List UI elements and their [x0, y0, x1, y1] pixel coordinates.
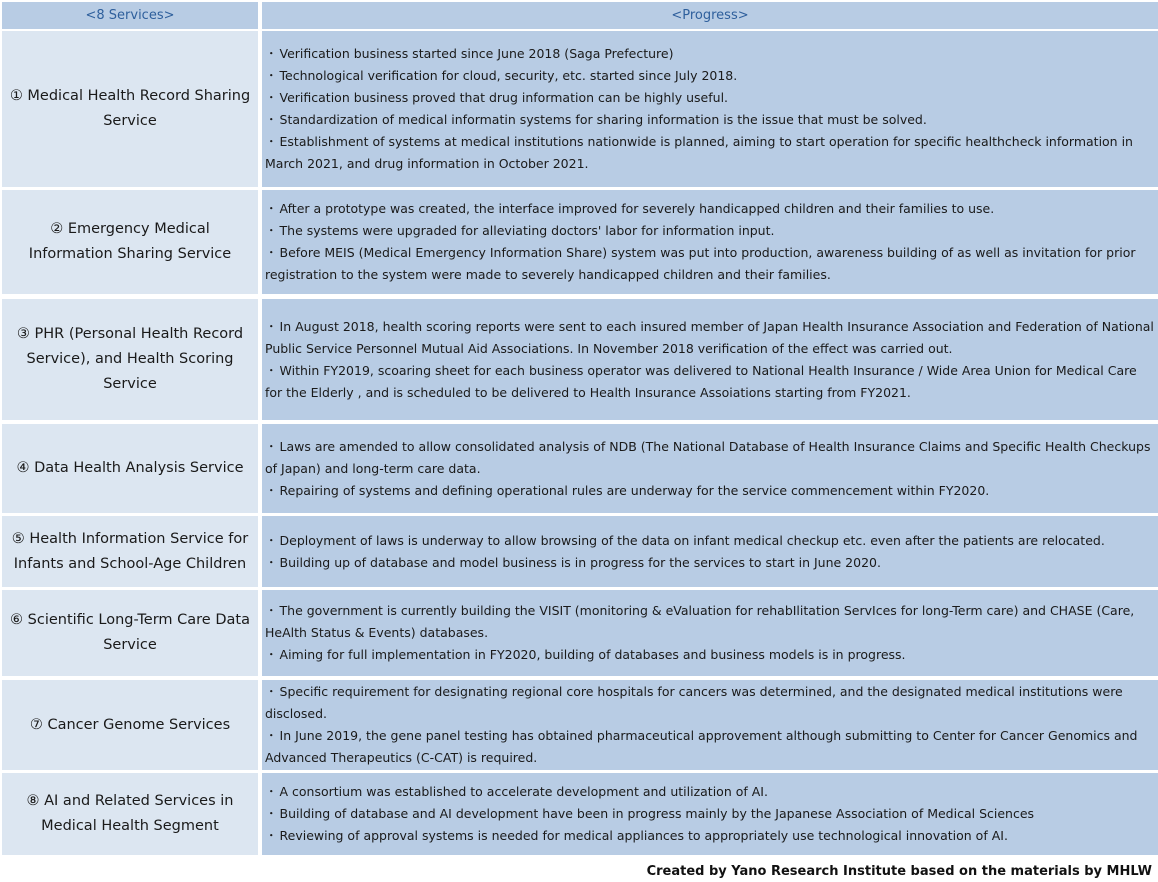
service-name: ③ PHR (Personal Health Record Service), and Health Scoring Service	[2, 299, 258, 420]
bullet-mark: ・	[265, 684, 278, 699]
bullet-mark: ・	[265, 647, 278, 662]
service-name: ④ Data Health Analysis Service	[2, 424, 258, 513]
progress-text: Verification business proved that drug information can be highly useful.	[279, 90, 729, 105]
bullet-mark: ・	[265, 90, 278, 105]
table-row	[0, 516, 1158, 587]
progress-text: The government is currently building the VISIT (monitoring & eValuation for rehabIlitation ServIces for long-Term care) and CHASE (Care, HeAlth Status & Events) databases.	[265, 603, 1135, 640]
progress-cell	[262, 424, 1158, 513]
progress-text: After a prototype was created, the interface improved for severely handicapped children and their families to use.	[279, 201, 995, 216]
progress-text: Verification business started since June 2018 (Saga Prefecture)	[279, 46, 674, 61]
progress-text: In August 2018, health scoring reports were sent to each insured member of Japan Health Insurance Association and Federation of National Public Service Personnel Mutual Aid Associations. In November 2018 verification of the effect was carried out.	[265, 318, 1154, 356]
bullet-mark: ・	[265, 728, 278, 743]
bullet-mark: ・	[265, 46, 278, 61]
progress-cell	[262, 299, 1158, 420]
progress-cell	[262, 590, 1158, 676]
bullet-mark: ・	[265, 438, 278, 454]
bullet-mark: ・	[265, 806, 278, 821]
bullet-mark: ・	[265, 362, 278, 378]
progress-text: In June 2019, the gene panel testing has obtained pharmaceutical approvement although submitting to Center for Cancer Genomics and Advanced Therapeutics (C-CAT) is required.	[265, 728, 1138, 765]
header-services: <8 Services>	[2, 2, 258, 29]
progress-text: Building of database and AI development have been in progress mainly by the Japanese Association of Medical Sciences	[279, 806, 1035, 821]
progress-item	[265, 681, 1154, 725]
progress-item	[265, 198, 1154, 220]
progress-item	[265, 803, 1154, 825]
table-row	[0, 773, 1158, 855]
progress-item	[265, 242, 1154, 286]
header-progress: <Progress>	[262, 2, 1158, 29]
progress-item	[265, 109, 1154, 131]
service-name: ⑤ Health Information Service for Infants and School-Age Children	[2, 516, 258, 587]
service-name: ⑥ Scientific Long-Term Care Data Service	[2, 590, 258, 676]
source-credit: Created by Yano Research Institute based on the materials by MHLW	[646, 864, 1152, 879]
progress-item	[265, 644, 1154, 666]
bullet-mark: ・	[265, 201, 278, 216]
progress-text: A consortium was established to accelerate development and utilization of AI.	[279, 784, 768, 799]
progress-text: The systems were upgraded for alleviating doctors' labor for information input.	[279, 223, 775, 238]
bullet-mark: ・	[265, 318, 278, 334]
table-row	[0, 190, 1158, 294]
bullet-mark: ・	[265, 223, 278, 238]
bullet-mark: ・	[265, 532, 278, 548]
table-row	[0, 590, 1158, 676]
progress-item	[265, 436, 1154, 480]
progress-item	[265, 220, 1154, 242]
progress-cell	[262, 773, 1158, 855]
progress-text: Specific requirement for designating regional core hospitals for cancers was determined, and the designated medical institutions were disclosed.	[265, 684, 1123, 721]
progress-cell	[262, 31, 1158, 187]
progress-text: Laws are amended to allow consolidated analysis of NDB (The National Database of Health Insurance Claims and Specific Health Checkups of Japan) and long-term care data.	[265, 438, 1151, 476]
bullet-mark: ・	[265, 134, 278, 149]
progress-item	[265, 600, 1154, 644]
service-name: ⑦ Cancer Genome Services	[2, 680, 258, 770]
table-row	[0, 31, 1158, 187]
table-header	[0, 2, 1158, 29]
progress-text: Standardization of medical informatin systems for sharing information is the issue that must be solved.	[279, 112, 927, 127]
bullet-mark: ・	[265, 112, 278, 127]
progress-item	[265, 316, 1154, 360]
progress-text: Establishment of systems at medical institutions nationwide is planned, aiming to start operation for specific healthcheck information in March 2021, and drug information in October 2021.	[265, 134, 1133, 171]
progress-text: Deployment of laws is underway to allow browsing of the data on infant medical checkup etc. even after the patients are relocated.	[279, 532, 1105, 548]
progress-cell	[262, 516, 1158, 587]
service-name: ① Medical Health Record Sharing Service	[2, 31, 258, 187]
bullet-mark: ・	[265, 245, 278, 260]
table-row	[0, 680, 1158, 770]
progress-item	[265, 43, 1154, 65]
bullet-mark: ・	[265, 482, 278, 498]
progress-item	[265, 725, 1154, 769]
bullet-mark: ・	[265, 784, 278, 799]
table-row	[0, 299, 1158, 420]
progress-text: Repairing of systems and defining operational rules are underway for the service commencement within FY2020.	[279, 482, 990, 498]
progress-text: Technological verification for cloud, security, etc. started since July 2018.	[279, 68, 738, 83]
bullet-mark: ・	[265, 603, 278, 618]
progress-text: Before MEIS (Medical Emergency Information Share) system was put into production, awareness building of as well as invitation for prior registration to the system were made to severely handicapped children and their families.	[265, 245, 1136, 282]
progress-item	[265, 552, 1154, 574]
progress-cell	[262, 680, 1158, 770]
bullet-mark: ・	[265, 68, 278, 83]
service-name: ⑧ AI and Related Services in Medical Health Segment	[2, 773, 258, 855]
progress-item	[265, 360, 1154, 404]
progress-item	[265, 87, 1154, 109]
progress-item	[265, 65, 1154, 87]
table-row	[0, 424, 1158, 513]
service-name: ② Emergency Medical Information Sharing Service	[2, 190, 258, 294]
progress-text: Reviewing of approval systems is needed for medical appliances to appropriately use technological innovation of AI.	[279, 828, 1008, 843]
progress-text: Building up of database and model business is in progress for the services to start in June 2020.	[279, 554, 881, 570]
progress-item	[265, 530, 1154, 552]
progress-item	[265, 825, 1154, 847]
progress-text: Within FY2019, scoaring sheet for each business operator was delivered to National Health Insurance / Wide Area Union for Medical Care for the Elderly , and is scheduled to be delivered to Health Insurance Assoiations starting from FY2021.	[265, 362, 1137, 400]
bullet-mark: ・	[265, 554, 278, 570]
progress-text: Aiming for full implementation in FY2020, building of databases and business models is in progress.	[279, 647, 906, 662]
progress-cell	[262, 190, 1158, 294]
progress-item	[265, 781, 1154, 803]
bullet-mark: ・	[265, 828, 278, 843]
progress-item	[265, 131, 1154, 175]
progress-item	[265, 480, 1154, 502]
